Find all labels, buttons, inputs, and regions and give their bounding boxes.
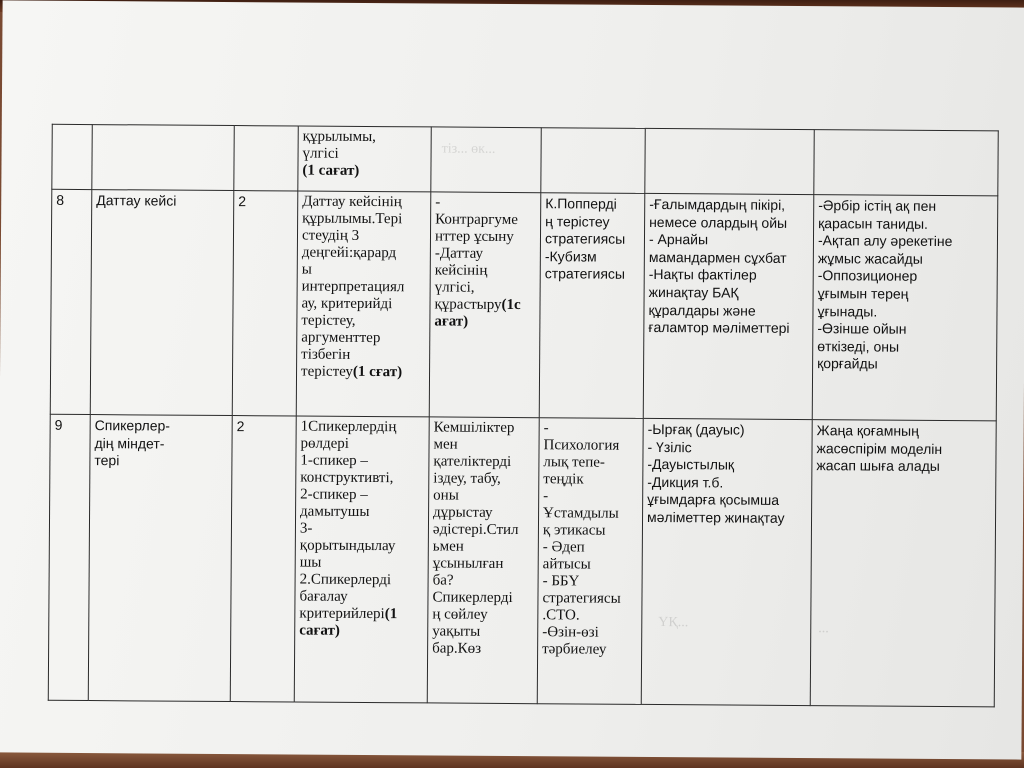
strategy-cell xyxy=(537,418,643,705)
topic-line: Спикерлер- xyxy=(94,417,171,434)
result-line: -Әрбір істің ақ пен xyxy=(818,197,937,214)
strategy-line: - Әдеп xyxy=(542,539,585,556)
strategy-line: Психология xyxy=(543,437,620,454)
content-line: шы xyxy=(299,554,322,571)
content-hours-note: (1 сағат) xyxy=(302,162,360,179)
result-line: -Оппозиционер xyxy=(817,267,918,285)
result-line: -Ақтап алу әрекетіне xyxy=(817,232,953,250)
strategy-line: стратегиясы xyxy=(542,590,621,607)
topic-cell xyxy=(92,125,234,191)
topic-cell xyxy=(88,415,232,702)
content-line: дамытушы xyxy=(300,503,370,521)
method-line: мамандармен сұхбат xyxy=(648,248,787,266)
practice-line: Спикерлерді xyxy=(432,589,513,607)
strategy-line: тәрбиелеу xyxy=(542,641,607,658)
content-line: интерпретациял xyxy=(301,278,405,296)
content-line: бағалау xyxy=(299,588,348,605)
practice-line: үлгісі, xyxy=(434,279,475,296)
lesson-number: 8 xyxy=(56,191,65,208)
practice-line: кейсінің xyxy=(434,262,488,279)
practice-line: дұрыстау xyxy=(433,504,493,521)
hours-cell xyxy=(234,126,298,191)
content-text: терістеу xyxy=(300,363,353,380)
table-row xyxy=(52,124,998,196)
practice-cell xyxy=(431,127,541,193)
practice-text: құрастыру xyxy=(434,296,502,313)
practice-cell xyxy=(427,417,539,704)
practice-line: -Даттау xyxy=(434,245,484,262)
content-line: ы xyxy=(301,261,312,278)
strategy-line: -Кубизм xyxy=(544,248,597,265)
practice-line: - xyxy=(435,194,441,211)
practice-line: ң сөйлеу xyxy=(432,606,488,623)
curriculum-table xyxy=(48,124,999,708)
content-line: деңгейі:қарард xyxy=(301,244,397,262)
content-line: стеудің 3 xyxy=(301,227,360,244)
practice-line: іздеу, табу, xyxy=(433,470,501,487)
method-line: құралдары және xyxy=(648,301,756,319)
strategy-cell xyxy=(539,193,645,419)
hours-cell xyxy=(230,416,296,702)
practice-line: әдістері.Стил xyxy=(432,521,519,539)
lesson-number-cell xyxy=(50,189,92,414)
lesson-number: 9 xyxy=(54,416,63,433)
content-line: 1-спикер – xyxy=(300,452,369,469)
strategy-line: -Өзін-өзі xyxy=(542,624,599,641)
method-line: -Ғалымдардың пікірі, xyxy=(649,195,786,213)
hours-cell xyxy=(232,191,298,416)
content-line: конструктивті, xyxy=(300,469,394,487)
practice-line: уақыты xyxy=(432,623,481,640)
content-line: 3- xyxy=(299,520,313,537)
content-text: критерийлері xyxy=(299,605,385,623)
content-cell xyxy=(294,416,429,703)
result-line: Жаңа қоғамның xyxy=(816,422,919,439)
result-line: жұмыс жасайды xyxy=(817,249,923,267)
content-line: терістеу, xyxy=(301,312,356,329)
result-line: -Өзінше ойын xyxy=(817,320,907,337)
method-line: жинақтау БАҚ xyxy=(648,283,739,301)
result-cell xyxy=(812,195,998,421)
lesson-number-cell xyxy=(48,414,90,700)
content-line: 2-спикер – xyxy=(300,486,368,503)
topic-line: тері xyxy=(94,452,120,469)
method-line: ғаламтор мәліметтері xyxy=(648,319,790,337)
practice-line: бар.Көз xyxy=(432,640,482,657)
result-line: өткізеді, оны xyxy=(817,337,900,355)
strategy-cell xyxy=(541,128,645,194)
strategy-line: .СТО. xyxy=(542,607,580,624)
content-line: үлгісі xyxy=(302,145,339,162)
content-hours-note: сағат) xyxy=(299,622,340,639)
practice-hours-note: ағат) xyxy=(434,313,469,330)
strategy-line: стратегиясы xyxy=(544,265,626,283)
practice-line: оны xyxy=(433,487,459,504)
lesson-number-cell xyxy=(52,124,92,189)
strategy-line: - xyxy=(543,488,549,505)
method-cell xyxy=(645,128,814,194)
practice-cell xyxy=(429,192,541,418)
content-line: ау, критерийді xyxy=(301,295,393,313)
practice-line: ұсынылған xyxy=(432,555,504,572)
method-cell xyxy=(641,418,812,705)
table-row xyxy=(48,414,996,707)
practice-line: нттер ұсыну xyxy=(434,228,514,246)
method-line: -Ырғақ (дауыс) xyxy=(647,420,745,438)
topic-cell xyxy=(90,190,234,416)
topic-line: Даттау кейсі xyxy=(96,192,177,209)
practice-line: Кемшіліктер xyxy=(433,419,515,437)
content-line-last xyxy=(301,364,425,382)
content-line: құрылымы.Тері xyxy=(302,210,403,228)
method-line: -Дауыстылық xyxy=(647,456,735,473)
strategy-line: ң терістеу xyxy=(545,212,610,230)
paper-sheet: тіз... өк... ҮҚ... ... құрылымы, үлгісі (1 сағат) 8 Даттау кейсі 2 Даттау кейсінің құрылымы.Тері стеудің 3 деңгейі:қарард ы интерпретациял ау, критерийді терістеу, аргументтер тізбегін терістеу(1 сғат) - Контраргуме нттер ұсыну -Даттау кейсінің үлгісі, құрастыру(1с ағат) К.Попперді ң терістеу стратегиясы -Кубизм стратегиясы -Ғалымдардың пікірі, немесе олардың ойы - Арнайы мамандармен сұхбат -Нақты фактілер жинақтау БАҚ құралдары және ғаламтор мәліметтері -Әрбір істің ақ пен қарасын таниды. -Ақтап алу әрекетіне жұмыс жасайды -Оппозиционер ұғымын терең ұғынады. -Өзінше ойын өткізеді, оны қорғайды 9 Спикерлер- дің міндет- тері 2 1Спикерлердің рөлдері 1-спикер – конструктивті, 2-спикер – дамытушы 3- қорытындылау шы 2.Спикерлерді бағалау критерийлері(1 сағат) Кемшіліктер мен қателіктерді іздеу, табу, оны дұрыстау әдістері.Стил ьмен ұсынылған ба? Спикерлерді ң сөйлеу уақыты бар.Көз - Психология лық тепе- теңдік - Ұстамдылы қ этикасы - Әдеп айтысы - ББҮ стратегиясы .СТО. -Өзін-өзі тәрбиелеу -Ырғақ (дауыс) - Үзіліс -Дауыстылық -Дикция т.б. ұғымдарға қосымша мәліметтер жинақтау Жаңа қоғамның жасөспірім моделін жасап шыға алады xyxy=(0,0,1024,759)
content-line-last xyxy=(299,606,423,624)
method-line: ұғымдарға қосымша xyxy=(647,491,780,509)
content-cell xyxy=(296,191,431,417)
result-cell xyxy=(810,420,996,707)
result-line: қарасын таниды. xyxy=(818,214,929,232)
strategy-line: лық тепе- xyxy=(543,454,605,471)
hours-value: 2 xyxy=(238,193,247,210)
strategy-line: теңдік xyxy=(543,471,584,488)
practice-line: қателіктерді xyxy=(433,453,512,470)
content-line: рөлдері xyxy=(300,435,350,452)
result-cell xyxy=(814,130,998,196)
content-hours-note: (1 xyxy=(384,606,398,623)
strategy-line: К.Попперді xyxy=(545,195,617,212)
strategy-line: - ББҮ xyxy=(542,573,580,590)
practice-line: мен xyxy=(433,436,458,453)
practice-line-last xyxy=(434,296,535,314)
method-line: -Нақты фактілер xyxy=(648,266,757,284)
table-row xyxy=(50,189,998,421)
result-line: жасөспірім моделін xyxy=(816,439,943,457)
strategy-line: қ этикасы xyxy=(542,522,606,539)
result-line: жасап шыға алады xyxy=(816,457,940,475)
content-line: қорытындылау xyxy=(299,537,396,555)
strategy-line: стратегиясы xyxy=(544,230,626,247)
strategy-line: - xyxy=(543,420,549,437)
method-line: мәліметтер жинақтау xyxy=(646,508,785,526)
result-line: ұғынады. xyxy=(817,302,878,320)
topic-line: дің міндет- xyxy=(94,434,165,452)
content-line: 1Спикерлердің xyxy=(300,418,397,436)
strategy-line: айтысы xyxy=(542,556,591,573)
content-line: Даттау кейсінің xyxy=(302,193,402,211)
result-line: қорғайды xyxy=(817,355,878,372)
content-line: 2.Спикерлерді xyxy=(299,571,392,589)
practice-hours-note: (1с xyxy=(501,296,521,314)
result-line: ұғымын терең xyxy=(817,285,909,302)
method-line: немесе олардың ойы xyxy=(649,213,788,231)
method-cell xyxy=(643,193,814,419)
strategy-line: Ұстамдылы xyxy=(543,505,619,522)
content-line: құрылымы, xyxy=(302,128,376,146)
practice-line: ба? xyxy=(432,572,454,589)
hours-value: 2 xyxy=(236,418,245,435)
method-line: - Арнайы xyxy=(648,231,709,248)
content-hours-note: (1 сғат) xyxy=(352,363,403,381)
method-line: -Дикция т.б. xyxy=(647,473,724,491)
practice-line: Контраргуме xyxy=(435,211,518,229)
content-cell xyxy=(298,126,431,192)
content-line: тізбегін xyxy=(301,346,351,363)
practice-line: ьмен xyxy=(432,538,464,555)
method-line: - Үзіліс xyxy=(647,438,692,455)
content-line: аргументтер xyxy=(301,329,381,347)
